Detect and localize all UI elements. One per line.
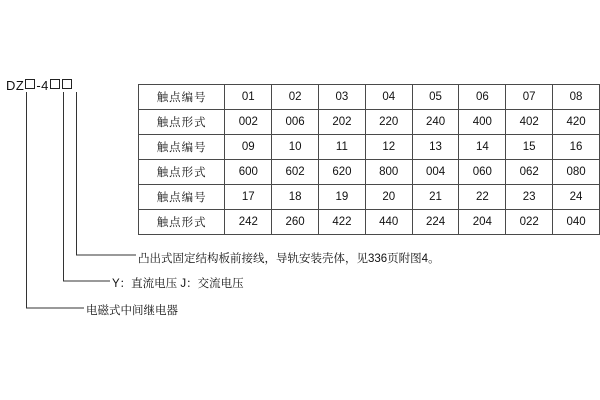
table-cell: 002 — [225, 110, 272, 135]
table-cell: 03 — [319, 85, 366, 110]
table-row — [139, 210, 600, 235]
table-cell: 22 — [459, 185, 506, 210]
table-cell: 04 — [365, 85, 412, 110]
table-cell: 006 — [272, 110, 319, 135]
row-label: 触点编号 — [139, 135, 225, 160]
table-cell: 220 — [365, 110, 412, 135]
table-row — [139, 110, 600, 135]
table-cell: 620 — [319, 160, 366, 185]
contact-table-wrapper — [138, 84, 600, 235]
table-cell: 204 — [459, 210, 506, 235]
table-cell: 14 — [459, 135, 506, 160]
table-cell: 11 — [319, 135, 366, 160]
table-cell: 060 — [459, 160, 506, 185]
table-cell: 21 — [412, 185, 459, 210]
table-cell: 17 — [225, 185, 272, 210]
leader-line-relay — [27, 92, 85, 308]
table-cell: 800 — [365, 160, 412, 185]
table-cell: 08 — [553, 85, 600, 110]
table-cell: 260 — [272, 210, 319, 235]
row-label: 触点形式 — [139, 210, 225, 235]
contact-table — [138, 84, 600, 235]
table-cell: 13 — [412, 135, 459, 160]
annotation-relay: 电磁式中间继电器 — [86, 305, 178, 317]
row-label: 触点编号 — [139, 85, 225, 110]
table-cell: 15 — [506, 135, 553, 160]
table-cell: 240 — [412, 110, 459, 135]
table-cell: 062 — [506, 160, 553, 185]
table-cell: 01 — [225, 85, 272, 110]
table-cell: 09 — [225, 135, 272, 160]
row-label: 触点编号 — [139, 185, 225, 210]
model-code-label — [6, 78, 73, 93]
table-cell: 07 — [506, 85, 553, 110]
table-cell: 022 — [506, 210, 553, 235]
table-cell: 224 — [412, 210, 459, 235]
table-cell: 18 — [272, 185, 319, 210]
table-cell: 402 — [506, 110, 553, 135]
annotation-structure: 凸出式固定结构板前接线，导轨安装壳体，见336页附图4。 — [138, 253, 440, 265]
table-row — [139, 85, 600, 110]
model-code-box-3 — [62, 79, 72, 89]
table-cell: 02 — [272, 85, 319, 110]
table-cell: 10 — [272, 135, 319, 160]
table-cell: 12 — [365, 135, 412, 160]
table-row — [139, 160, 600, 185]
table-cell: 24 — [553, 185, 600, 210]
table-cell: 242 — [225, 210, 272, 235]
table-cell: 23 — [506, 185, 553, 210]
table-cell: 440 — [365, 210, 412, 235]
table-cell: 040 — [553, 210, 600, 235]
leader-line-structure — [77, 92, 137, 255]
table-cell: 05 — [412, 85, 459, 110]
table-cell: 422 — [319, 210, 366, 235]
table-cell: 16 — [553, 135, 600, 160]
model-code-box-2 — [50, 79, 60, 89]
row-label: 触点形式 — [139, 110, 225, 135]
table-row — [139, 135, 600, 160]
leader-line-voltage — [64, 92, 111, 281]
model-code-prefix: DZ — [6, 78, 25, 93]
model-code-box-1 — [25, 79, 35, 89]
table-cell: 080 — [553, 160, 600, 185]
table-row — [139, 185, 600, 210]
annotation-voltage: Y：直流电压 J：交流电压 — [112, 278, 244, 290]
table-cell: 602 — [272, 160, 319, 185]
table-cell: 600 — [225, 160, 272, 185]
table-cell: 20 — [365, 185, 412, 210]
table-cell: 202 — [319, 110, 366, 135]
model-code-suffix: -4 — [36, 78, 49, 93]
table-cell: 400 — [459, 110, 506, 135]
table-cell: 06 — [459, 85, 506, 110]
table-cell: 420 — [553, 110, 600, 135]
table-cell: 19 — [319, 185, 366, 210]
table-cell: 004 — [412, 160, 459, 185]
row-label: 触点形式 — [139, 160, 225, 185]
